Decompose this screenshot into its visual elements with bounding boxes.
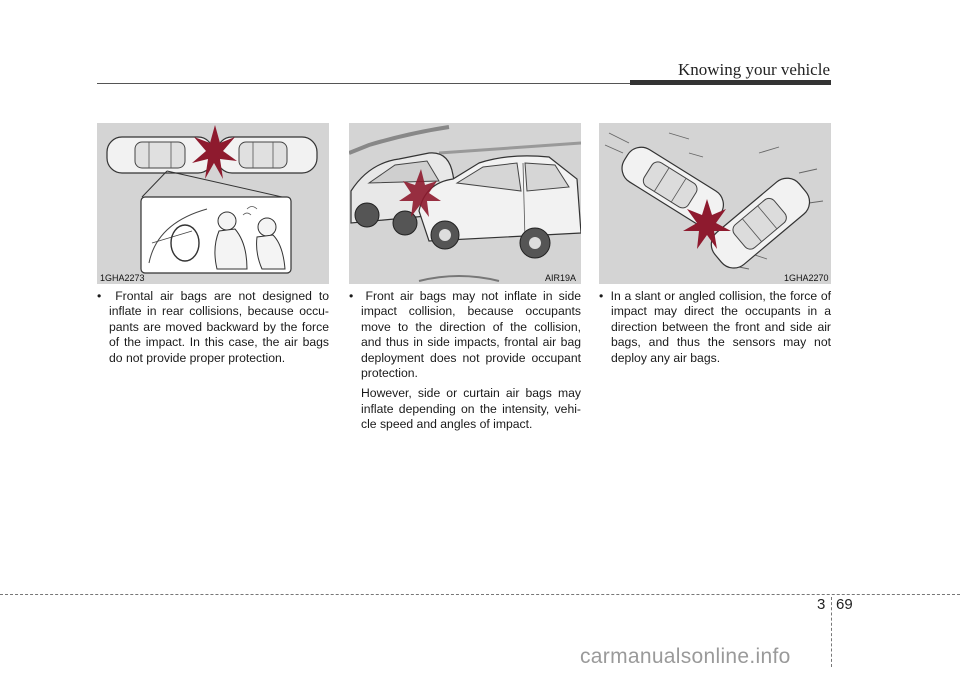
text-column-rear [97, 289, 329, 366]
footer-rule [0, 594, 960, 595]
figure-angled-collision [599, 123, 831, 284]
rear-collision-illustration [97, 123, 329, 284]
paragraph-text: Front air bags may not inflate in side impact collision, because occupants move to the direction of the collision, and thus in side impacts, frontal air bag deployment does not provide occupant protection. [361, 289, 581, 381]
angled-collision-illustration [599, 123, 831, 284]
bullet-paragraph [599, 289, 831, 366]
car-two-icon [705, 172, 816, 275]
text-column-angled [599, 289, 831, 366]
page-number-divider [831, 597, 832, 667]
driver-inset-icon [141, 197, 291, 273]
side-impact-illustration [349, 123, 581, 284]
figure-rear-collision [97, 123, 329, 284]
bullet-paragraph [97, 289, 329, 366]
watermark: carmanualsonline.info [580, 645, 791, 668]
section-number: 3 [817, 596, 826, 613]
car-rear-icon [107, 137, 213, 173]
continuation-paragraph: However, side or curtain air bags may inflate depending on the intensity, vehi-cle speed and angles of impact. [361, 386, 581, 432]
figure-code: 1GHA2270 [784, 273, 829, 283]
bullet-marker: • [349, 289, 354, 303]
header-title: Knowing your vehicle [677, 60, 830, 79]
paragraph-text: Frontal air bags are not designed to inflate in rear collisions, because occu-pants are moved backward by the force of the impact. In this case, the air bags do not provide proper protection. [109, 289, 329, 365]
figure-side-impact [349, 123, 581, 284]
header-rule-accent [630, 80, 831, 85]
bullet-marker: • [599, 289, 604, 303]
page-number-value: 69 [836, 596, 853, 613]
bullet-marker: • [97, 289, 102, 303]
figure-code: 1GHA2273 [100, 273, 145, 283]
header-rule [97, 83, 630, 84]
bullet-paragraph [349, 289, 581, 381]
paragraph-text: In a slant or angled collision, the force of impact may direct the occupants in a direction between the front and side air bags, and thus the sensors may not deploy any air bags. [610, 289, 831, 365]
text-column-side [349, 289, 581, 433]
car-front-icon [217, 137, 317, 173]
figure-code: AIR19A [545, 273, 577, 283]
